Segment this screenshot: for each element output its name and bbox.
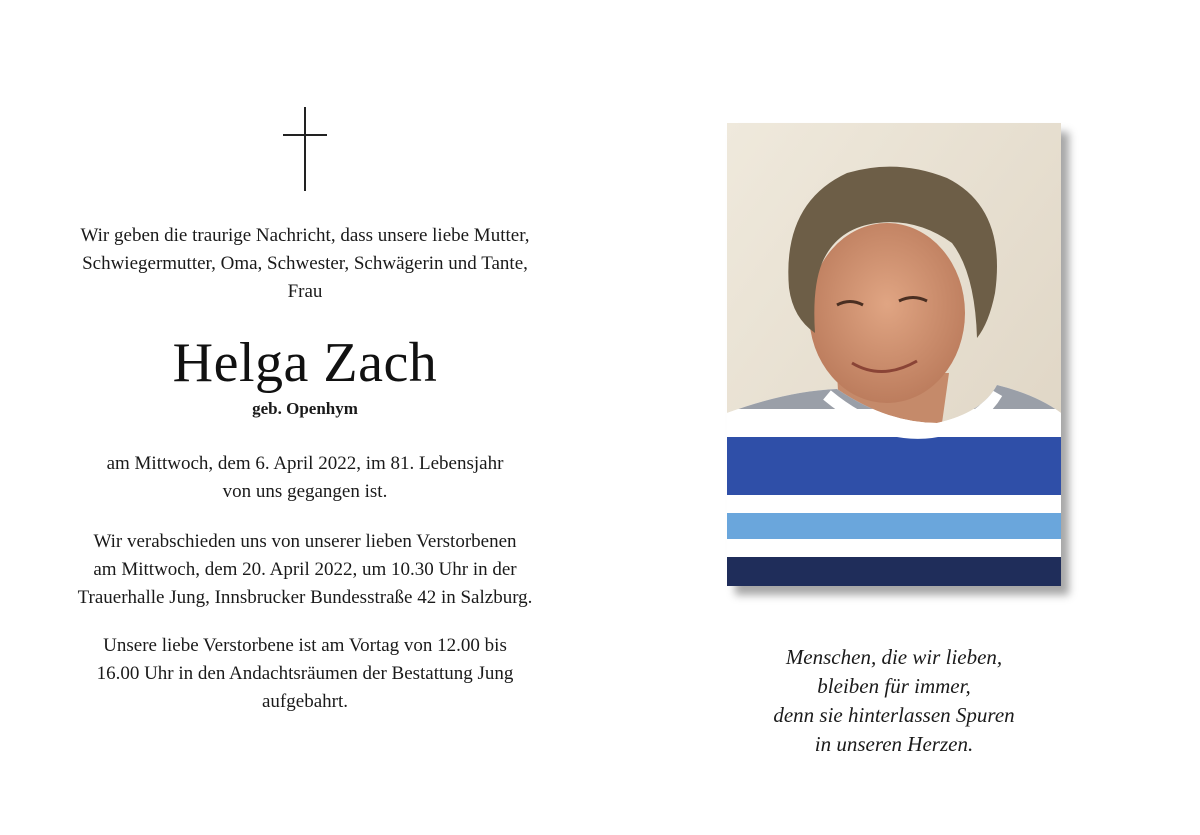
viewing-text <box>40 632 570 716</box>
birth-name: geb. Openhym <box>252 399 358 418</box>
quote-line: denn sie hinterlassen Spuren <box>773 703 1015 727</box>
portrait-photo <box>727 123 1061 586</box>
cross-icon <box>283 107 327 191</box>
farewell-line: am Mittwoch, dem 20. April 2022, um 10.30 Uhr in der <box>93 559 517 580</box>
deceased-name: Helga Zach <box>172 332 438 394</box>
quote-line: bleiben für immer, <box>817 674 971 698</box>
memorial-quote <box>705 643 1083 759</box>
quote-line: in unseren Herzen. <box>814 732 974 756</box>
viewing-line: Unsere liebe Verstorbene ist am Vortag von 12.00 bis <box>103 635 507 656</box>
farewell-line: Wir verabschieden uns von unserer lieben Verstorbenen <box>93 531 517 552</box>
farewell-text <box>40 528 570 612</box>
viewing-line: aufgebahrt. <box>262 691 348 712</box>
farewell-line: Trauerhalle Jung, Innsbrucker Bundesstraße 42 in Salzburg. <box>77 587 533 608</box>
passing-text <box>40 450 570 506</box>
viewing-line: 16.00 Uhr in den Andachtsräumen der Bestattung Jung <box>96 663 514 684</box>
quote-line: Menschen, die wir lieben, <box>785 645 1003 669</box>
passing-line: am Mittwoch, dem 6. April 2022, im 81. Lebensjahr <box>106 453 504 474</box>
intro-line: Wir geben die traurige Nachricht, dass unsere liebe Mutter, <box>80 225 530 246</box>
intro-text <box>40 222 570 306</box>
intro-line: Frau <box>287 281 323 302</box>
intro-line: Schwiegermutter, Oma, Schwester, Schwägerin und Tante, <box>82 253 528 274</box>
passing-line: von uns gegangen ist. <box>222 481 388 502</box>
